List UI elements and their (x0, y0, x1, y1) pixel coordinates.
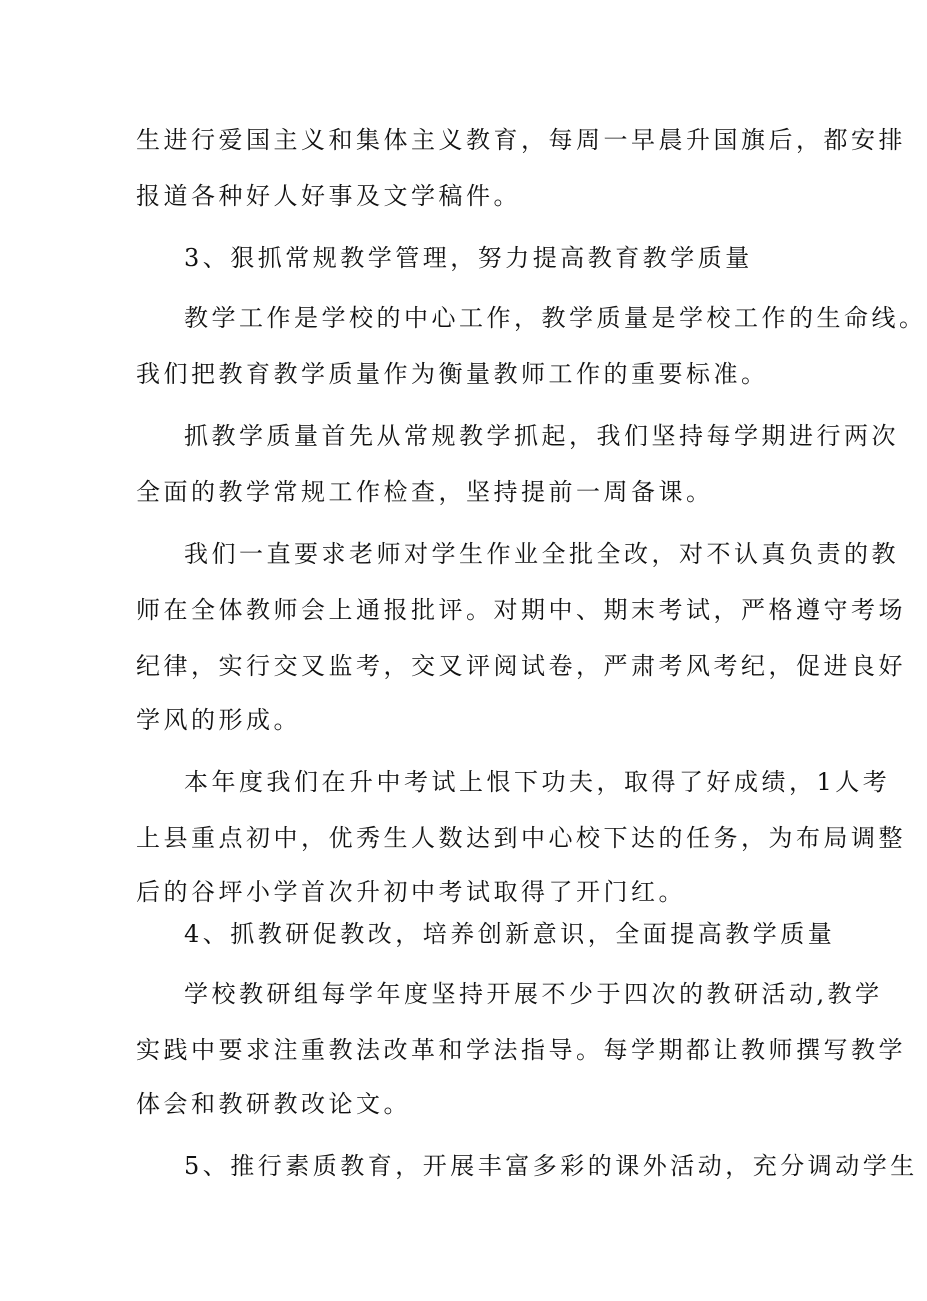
text-line: 纪律，实行交叉监考，交叉评阅试卷，严肃考风考纪，促进良好 (136, 652, 906, 680)
text-line: 全面的教学常规工作检查，坚持提前一周备课。 (136, 478, 714, 506)
text-line: 本年度我们在升中考试上恨下功夫，取得了好成绩，1人考 (184, 768, 891, 796)
text-line: 学校教研组每学年度坚持开展不少于四次的教研活动,教学 (184, 980, 883, 1008)
text-line: 我们把教育教学质量作为衡量教师工作的重要标准。 (136, 360, 769, 388)
section-heading: 4、抓教研促教改，培养创新意识，全面提高教学质量 (184, 920, 836, 948)
text-line: 抓教学质量首先从常规教学抓起，我们坚持每学期进行两次 (184, 422, 899, 450)
section-heading: 5、推行素质教育，开展丰富多彩的课外活动，充分调动学生 (184, 1152, 918, 1180)
text-line: 师在全体教师会上通报批评。对期中、期末考试，严格遵守考场 (136, 596, 906, 624)
text-line: 上县重点初中，优秀生人数达到中心校下达的任务，为布局调整 (136, 824, 906, 852)
text-line: 生进行爱国主义和集体主义教育，每周一早晨升国旗后，都安排 (136, 126, 906, 154)
text-line: 报道各种好人好事及文学稿件。 (136, 182, 521, 210)
text-line: 体会和教研教改论文。 (136, 1090, 411, 1118)
text-line: 教学工作是学校的中心工作，教学质量是学校工作的生命线。 (184, 304, 927, 332)
text-line: 实践中要求注重教法改革和学法指导。每学期都让教师撰写教学 (136, 1036, 906, 1064)
text-line: 后的谷坪小学首次升初中考试取得了开门红。 (136, 878, 686, 906)
text-line: 学风的形成。 (136, 706, 301, 734)
text-line: 我们一直要求老师对学生作业全批全改，对不认真负责的教 (184, 540, 899, 568)
section-heading: 3、狠抓常规教学管理，努力提高教育教学质量 (184, 244, 753, 272)
